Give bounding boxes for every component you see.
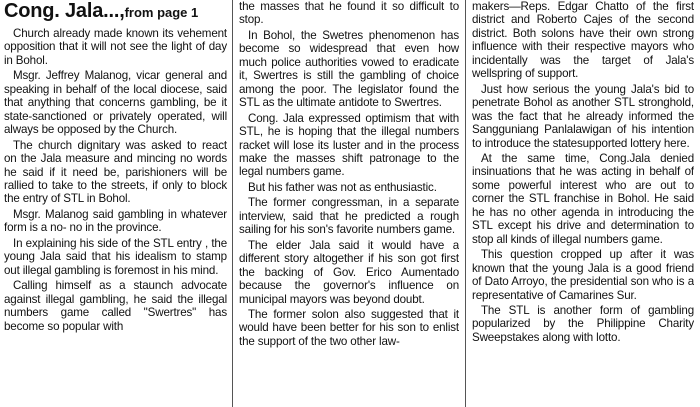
paragraph: Just how serious the young Jala's bid to penetrate Bohol as another STL stronghold, was the fact that he already informed the Sangguniang Panlalawigan of his intention to introduce the statesupported lottery here. bbox=[472, 82, 694, 150]
paragraph: This question cropped up after it was known that the young Jala is a good friend of Dato Arroyo, the presidential son who is a representative of Camarines Sur. bbox=[472, 248, 694, 302]
headline-sub: from page 1 bbox=[124, 5, 199, 20]
paragraph: The church dignitary was asked to react on the Jala measure and mincing no words he said if it need be, parishioners will be rallied to take to the streets, if only to block the entry of STL in Bohol. bbox=[4, 138, 227, 206]
paragraph: makers—Reps. Edgar Chatto of the first district and Roberto Cajes of the second district. Both solons have their own strong influence with their respective mayors who incidentally was the target of Jala's wellspring of support. bbox=[472, 0, 694, 81]
paragraph: Calling himself as a staunch advocate against illegal gambling, he said the illegal numbers game called "Swertres" has become so popular with bbox=[4, 279, 227, 333]
paragraph: Cong. Jala expressed optimism that with STL, he is hoping that the illegal numbers racket will lose its luster and in the process make the masses shift patronage to the legal numbers game. bbox=[239, 111, 459, 179]
paragraph: At the same time, Cong.Jala denied insinuations that he was acting in behalf of some powerful interest who are out to corner the STL franchise in Bohol. He said he has no other agenda in introducing the STL except his drive and determination to stop all kinds of illegal numbers game. bbox=[472, 151, 694, 246]
column-divider bbox=[465, 0, 466, 407]
headline-main: Cong. Jala..., bbox=[4, 0, 125, 22]
paragraph: In Bohol, the Swetres phenomenon has become so widespread that even how much police authorities vowed to eradicate it, Swertres is still the gambling of choice among the poor. The legislator found the STL as the ultimate antidote to Swertres. bbox=[239, 28, 459, 110]
paragraph: the masses that he found it so difficult to stop. bbox=[239, 0, 459, 27]
paragraph: The elder Jala said it would have a different story altogether if his son got first the backing of Gov. Erico Aumentado because the governor's influence on municipal mayors was beyond doubt. bbox=[239, 238, 459, 306]
paragraph: The former solon also suggested that it would have been better for his son to enlist the support of the two other law- bbox=[239, 307, 459, 348]
paragraph: Church already made known its vehement opposition that it will not see the light of day in Bohol. bbox=[4, 27, 227, 67]
column-divider bbox=[232, 0, 233, 407]
paragraph: The STL is another form of gambling popularized by the Philippine Charity Sweepstakes along with lotto. bbox=[472, 303, 694, 344]
column-1 bbox=[4, 0, 227, 407]
paragraph: Msgr. Malanog said gambling in whatever form is a no- no in the province. bbox=[4, 207, 227, 235]
paragraph: The former congressman, in a separate interview, said that he predicted a rough sailing for his son's favorite numbers game. bbox=[239, 196, 459, 237]
paragraph: Msgr. Jeffrey Malanog, vicar general and speaking in behalf of the local diocese, said that anything that concerns gambling, be it state-sanctioned or privately operated, will always be opposed by the Church. bbox=[4, 69, 227, 137]
column-2 bbox=[239, 0, 459, 407]
paragraph: In explaining his side of the STL entry , the young Jala said that his idealism to stamp out illegal gambling is foremost in his mind. bbox=[4, 236, 227, 277]
column-3 bbox=[472, 0, 694, 407]
headline bbox=[4, 0, 227, 25]
paragraph: But his father was not as enthusiastic. bbox=[248, 180, 437, 194]
